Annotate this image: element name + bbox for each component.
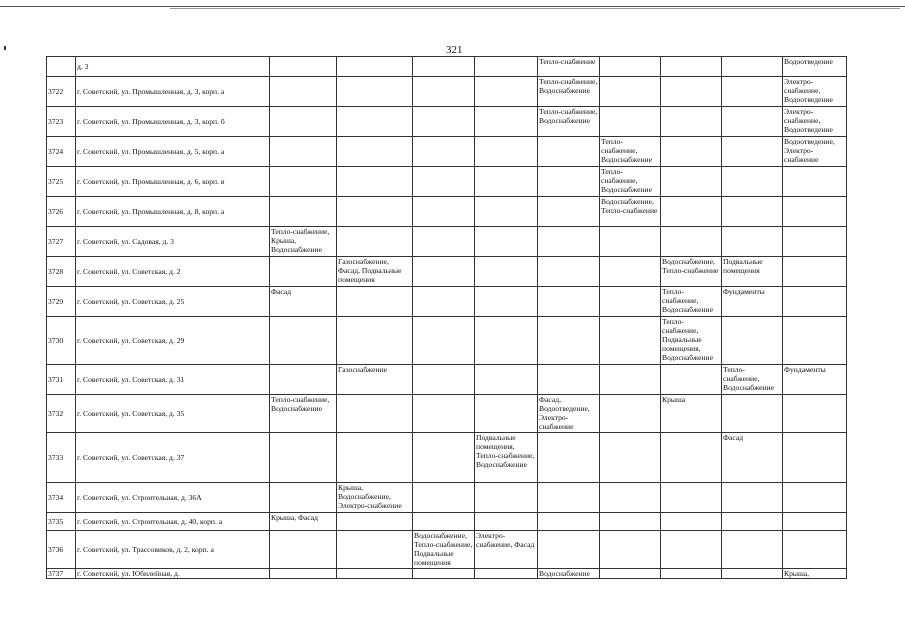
address-cell: г. Советский, ул. Садовая, д. 3 — [76, 227, 270, 257]
works-cell-6 — [600, 317, 661, 365]
works-cell-7 — [661, 365, 722, 395]
works-cell-1 — [270, 167, 337, 197]
works-cell-3 — [413, 433, 475, 483]
works-cell-7: Водоснабжение, Тепло-снабжение — [661, 257, 722, 287]
works-cell-9: Электро-снабжение, Водоотведение — [783, 107, 847, 137]
address-cell: г. Советский, ул. Промышленная, д. 3, корп. б — [76, 107, 270, 137]
works-cell-6 — [600, 395, 661, 433]
works-cell-2 — [337, 531, 413, 569]
works-cell-5 — [538, 197, 600, 227]
address-cell: г. Советский, ул. Советская, д. 25 — [76, 287, 270, 317]
works-cell-3 — [413, 167, 475, 197]
works-cell-4 — [475, 395, 538, 433]
address-cell: г. Советский, ул. Юбилейная, д. — [76, 569, 270, 579]
works-cell-9: Водоотведение, Электро-снабжение — [783, 137, 847, 167]
works-cell-1: Крыша, Фасад — [270, 513, 337, 531]
works-cell-3 — [413, 395, 475, 433]
address-cell: г. Советский, ул. Советская, д. 35 — [76, 395, 270, 433]
works-cell-9 — [783, 513, 847, 531]
works-cell-3 — [413, 483, 475, 513]
works-cell-3 — [413, 227, 475, 257]
works-cell-2: Газоснабжение — [337, 365, 413, 395]
row-number-cell: 3722 — [47, 77, 76, 107]
row-number-cell: 3734 — [47, 483, 76, 513]
row-number-cell: 3733 — [47, 433, 76, 483]
works-cell-2 — [337, 197, 413, 227]
works-cell-4: Электро-снабжение, Фасад — [475, 531, 538, 569]
address-cell: г. Советский, ул. Строительная, д. 36А — [76, 483, 270, 513]
works-cell-2 — [337, 395, 413, 433]
works-cell-6 — [600, 107, 661, 137]
works-cell-2 — [337, 107, 413, 137]
works-cell-6 — [600, 227, 661, 257]
works-cell-9 — [783, 197, 847, 227]
works-cell-6 — [600, 287, 661, 317]
works-cell-8: Тепло-снабжение, Водоснабжение — [722, 365, 783, 395]
works-cell-7 — [661, 531, 722, 569]
address-cell: г. Советский, ул. Советская, д. 31 — [76, 365, 270, 395]
scan-top-line — [0, 6, 905, 7]
works-cell-6 — [600, 365, 661, 395]
table-row — [47, 77, 847, 107]
works-cell-3 — [413, 287, 475, 317]
works-cell-8 — [722, 167, 783, 197]
table-row — [47, 287, 847, 317]
works-cell-7 — [661, 433, 722, 483]
works-cell-6 — [600, 257, 661, 287]
table-row — [47, 513, 847, 531]
works-cell-5 — [538, 287, 600, 317]
works-cell-8 — [722, 197, 783, 227]
address-cell: г. Советский, ул. Строительная, д. 40, корп. а — [76, 513, 270, 531]
works-cell-3 — [413, 569, 475, 579]
works-cell-2 — [337, 569, 413, 579]
works-cell-8 — [722, 513, 783, 531]
row-number-cell: 3726 — [47, 197, 76, 227]
table-row — [47, 395, 847, 433]
works-cell-6: Тепло-снабжение, Водоснабжение — [600, 167, 661, 197]
works-cell-5 — [538, 257, 600, 287]
works-cell-2 — [337, 287, 413, 317]
table-row — [47, 569, 847, 579]
works-cell-9 — [783, 287, 847, 317]
works-cell-8: Фасад — [722, 433, 783, 483]
address-cell: г. Советский, ул. Советская, д. 37 — [76, 433, 270, 483]
works-cell-4 — [475, 137, 538, 167]
works-cell-2 — [337, 513, 413, 531]
works-cell-5 — [538, 227, 600, 257]
works-cell-1: Тепло-снабжение, Водоснабжение — [270, 395, 337, 433]
works-cell-2 — [337, 433, 413, 483]
row-number-cell: 3730 — [47, 317, 76, 365]
works-cell-4 — [475, 167, 538, 197]
works-cell-1 — [270, 531, 337, 569]
works-cell-8 — [722, 395, 783, 433]
table-row — [47, 317, 847, 365]
page-number: 321 — [446, 44, 463, 56]
row-number-cell: 3731 — [47, 365, 76, 395]
works-cell-2 — [337, 317, 413, 365]
works-cell-7 — [661, 569, 722, 579]
table-row — [47, 483, 847, 513]
works-cell-4 — [475, 57, 538, 77]
works-cell-4 — [475, 227, 538, 257]
works-cell-1 — [270, 433, 337, 483]
works-cell-2: Крыша, Водоснабжение, Электро-снабжение — [337, 483, 413, 513]
works-cell-3 — [413, 197, 475, 227]
works-cell-8 — [722, 57, 783, 77]
address-cell: г. Советский, ул. Промышленная, д. 8, корп. а — [76, 197, 270, 227]
address-cell: г. Советский, ул. Трассовиков, д. 2, корп. а — [76, 531, 270, 569]
works-cell-7 — [661, 137, 722, 167]
works-cell-6 — [600, 57, 661, 77]
works-cell-9 — [783, 167, 847, 197]
works-cell-7: Тепло-снабжение, Подвальные помещения, Водоснабжение — [661, 317, 722, 365]
address-cell: г. Советский, ул. Советская, д. 2 — [76, 257, 270, 287]
works-cell-3 — [413, 77, 475, 107]
works-cell-7 — [661, 513, 722, 531]
works-cell-9 — [783, 531, 847, 569]
works-cell-6 — [600, 569, 661, 579]
works-cell-5 — [538, 483, 600, 513]
row-number-cell: 3723 — [47, 107, 76, 137]
works-cell-2 — [337, 227, 413, 257]
address-cell: г. Советский, ул. Промышленная, д. 5, корп. а — [76, 137, 270, 167]
works-cell-8 — [722, 569, 783, 579]
works-cell-7 — [661, 77, 722, 107]
works-cell-3 — [413, 317, 475, 365]
works-cell-7 — [661, 483, 722, 513]
row-number-cell: 3737 — [47, 569, 76, 579]
works-cell-5: Тепло-снабжение — [538, 57, 600, 77]
works-cell-7 — [661, 57, 722, 77]
works-cell-4 — [475, 483, 538, 513]
works-cell-5: Тепло-снабжение, Водоснабжение — [538, 107, 600, 137]
table-row — [47, 257, 847, 287]
works-cell-1 — [270, 197, 337, 227]
works-cell-2 — [337, 167, 413, 197]
row-number-cell: 3727 — [47, 227, 76, 257]
works-cell-9 — [783, 395, 847, 433]
works-cell-4 — [475, 513, 538, 531]
table-row — [47, 137, 847, 167]
works-cell-3 — [413, 257, 475, 287]
works-cell-2: Газоснабжение, Фасад, Подвальные помещения — [337, 257, 413, 287]
works-cell-6 — [600, 483, 661, 513]
works-cell-7: Тепло-снабжение, Водоснабжение — [661, 287, 722, 317]
works-cell-5 — [538, 433, 600, 483]
works-cell-1 — [270, 483, 337, 513]
works-cell-6: Тепло-снабжение, Водоснабжение — [600, 137, 661, 167]
works-cell-7 — [661, 197, 722, 227]
works-cell-7 — [661, 167, 722, 197]
table-row — [47, 197, 847, 227]
table-row — [47, 365, 847, 395]
works-cell-8: Фундаменты — [722, 287, 783, 317]
works-cell-5: Водоснабжение — [538, 569, 600, 579]
works-cell-3 — [413, 513, 475, 531]
scan-top-line-secondary — [170, 8, 900, 9]
works-cell-9 — [783, 257, 847, 287]
works-cell-5 — [538, 365, 600, 395]
works-cell-8 — [722, 137, 783, 167]
table-row — [47, 433, 847, 483]
works-cell-3 — [413, 107, 475, 137]
works-cell-8: Подвальные помещения — [722, 257, 783, 287]
works-cell-1: Тепло-снабжение, Крыша, Водоснабжение — [270, 227, 337, 257]
works-cell-6: Водоснабжение, Тепло-снабжение — [600, 197, 661, 227]
works-cell-1: Фасад — [270, 287, 337, 317]
works-cell-2 — [337, 57, 413, 77]
works-cell-5: Тепло-снабжение, Водоснабжение — [538, 77, 600, 107]
table-row — [47, 107, 847, 137]
works-cell-5 — [538, 513, 600, 531]
works-cell-8 — [722, 107, 783, 137]
works-cell-3: Водоснабжение, Тепло-снабжение, Подвальные помещения — [413, 531, 475, 569]
works-cell-5 — [538, 167, 600, 197]
works-cell-1 — [270, 257, 337, 287]
works-cell-1 — [270, 77, 337, 107]
row-number-cell: 3735 — [47, 513, 76, 531]
works-cell-4 — [475, 365, 538, 395]
works-cell-7 — [661, 227, 722, 257]
works-cell-7: Крыша — [661, 395, 722, 433]
works-cell-1 — [270, 569, 337, 579]
works-cell-8 — [722, 317, 783, 365]
works-cell-1 — [270, 317, 337, 365]
works-cell-8 — [722, 483, 783, 513]
works-cell-4 — [475, 77, 538, 107]
works-cell-4 — [475, 317, 538, 365]
works-cell-3 — [413, 137, 475, 167]
address-cell: г. Советский, ул. Промышленная, д. 3, корп. а — [76, 77, 270, 107]
scan-edge-mark — [4, 46, 6, 50]
works-cell-1 — [270, 107, 337, 137]
works-cell-9 — [783, 317, 847, 365]
works-cell-3 — [413, 365, 475, 395]
works-cell-4 — [475, 569, 538, 579]
works-cell-4: Подвальные помещения, Тепло-снабжение, Водоснабжение — [475, 433, 538, 483]
works-cell-6 — [600, 513, 661, 531]
row-number-cell: 3732 — [47, 395, 76, 433]
table-row — [47, 227, 847, 257]
address-cell: г. Советский, ул. Промышленная, д. 6, корп. в — [76, 167, 270, 197]
repair-schedule-table — [46, 56, 847, 579]
works-cell-6 — [600, 531, 661, 569]
works-cell-6 — [600, 433, 661, 483]
row-number-cell: 3724 — [47, 137, 76, 167]
works-cell-9: Электро-снабжение, Водоотведение — [783, 77, 847, 107]
row-number-cell: 3725 — [47, 167, 76, 197]
works-cell-8 — [722, 227, 783, 257]
works-cell-2 — [337, 77, 413, 107]
address-cell: г. Советский, ул. Советская, д. 29 — [76, 317, 270, 365]
works-cell-5: Фасад, Водоотведение, Электро-снабжение — [538, 395, 600, 433]
works-cell-9: Водоотведение — [783, 57, 847, 77]
works-cell-7 — [661, 107, 722, 137]
row-number-cell — [47, 57, 76, 77]
works-cell-4 — [475, 197, 538, 227]
table-row — [47, 57, 847, 77]
works-cell-6 — [600, 77, 661, 107]
works-cell-5 — [538, 317, 600, 365]
works-cell-1 — [270, 137, 337, 167]
works-cell-9 — [783, 483, 847, 513]
works-cell-3 — [413, 57, 475, 77]
works-cell-5 — [538, 137, 600, 167]
works-cell-1 — [270, 365, 337, 395]
works-cell-9 — [783, 227, 847, 257]
works-cell-8 — [722, 77, 783, 107]
works-cell-2 — [337, 137, 413, 167]
address-cell: д. 3 — [76, 57, 270, 77]
works-cell-5 — [538, 531, 600, 569]
works-cell-9 — [783, 433, 847, 483]
works-cell-9: Крыша, — [783, 569, 847, 579]
works-cell-4 — [475, 287, 538, 317]
works-cell-1 — [270, 57, 337, 77]
works-cell-9: Фундаменты — [783, 365, 847, 395]
row-number-cell: 3736 — [47, 531, 76, 569]
table-row — [47, 531, 847, 569]
works-cell-4 — [475, 257, 538, 287]
row-number-cell: 3729 — [47, 287, 76, 317]
table-row — [47, 167, 847, 197]
row-number-cell: 3728 — [47, 257, 76, 287]
works-cell-4 — [475, 107, 538, 137]
works-cell-8 — [722, 531, 783, 569]
